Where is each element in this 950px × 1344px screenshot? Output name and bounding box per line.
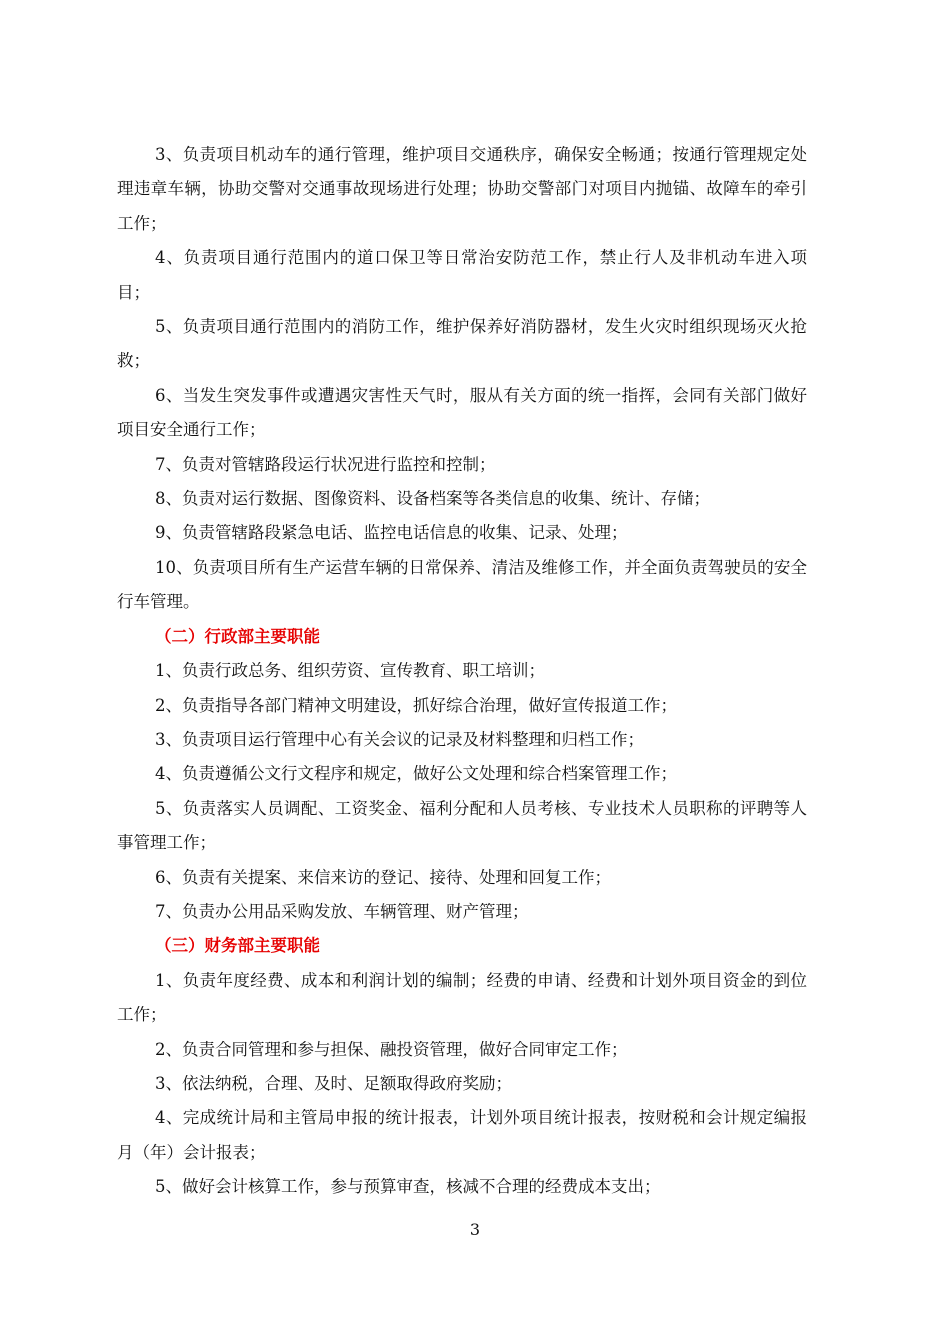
paragraph-finance-2: 2、负责合同管理和参与担保、融投资管理，做好合同审定工作； [155, 1039, 628, 1059]
paragraph-a3: 3、负责项目机动车的通行管理，维护项目交通秩序，确保安全畅通；按通行管理规定处理违章车辆，协助交警对交通事故现场进行处理；协助交警部门对项目内抛锚、故障车的牵引工作； [117, 145, 807, 233]
paragraph-finance-1: 1、负责年度经费、成本和利润计划的编制；经费的申请、经费和计划外项目资金的到位工作； [117, 970, 807, 1025]
paragraph-admin-5: 5、负责落实人员调配、工资奖金、福利分配和人员考核、专业技术人员职称的评聘等人事管理工作； [117, 798, 807, 853]
document-body [117, 138, 807, 1205]
paragraph-finance-5: 5、做好会计核算工作，参与预算审查，核减不合理的经费成本支出； [155, 1177, 661, 1197]
paragraph-finance-3: 3、依法纳税，合理、及时、足额取得政府奖励； [155, 1073, 512, 1093]
page-number: 3 [469, 1220, 481, 1239]
paragraph-admin-6: 6、负责有关提案、来信来访的登记、接待、处理和回复工作； [155, 867, 611, 887]
paragraph-admin-1: 1、负责行政总务、组织劳资、宣传教育、职工培训； [155, 661, 545, 681]
paragraph-a9: 9、负责管辖路段紧急电话、监控电话信息的收集、记录、处理； [155, 523, 628, 543]
paragraph-admin-2: 2、负责指导各部门精神文明建设，抓好综合治理，做好宣传报道工作； [155, 695, 677, 715]
paragraph-a5: 5、负责项目通行范围内的消防工作，维护保养好消防器材，发生火灾时组织现场灭火抢救； [117, 317, 807, 371]
paragraph-a10: 10、负责项目所有生产运营车辆的日常保养、清洁及维修工作，并全面负责驾驶员的安全行车管理。 [117, 557, 807, 612]
paragraph-a8: 8、负责对运行数据、图像资料、设备档案等各类信息的收集、统计、存储； [155, 489, 710, 509]
paragraph-admin-7: 7、负责办公用品采购发放、车辆管理、财产管理； [155, 901, 529, 921]
paragraph-admin-3: 3、负责项目运行管理中心有关会议的记录及材料整理和归档工作； [155, 729, 644, 749]
paragraph-a4: 4、负责项目通行范围内的道口保卫等日常治安防范工作，禁止行人及非机动车进入项目； [117, 248, 807, 302]
section-heading-admin: （二）行政部主要职能 [155, 626, 320, 646]
section-heading-finance: （三）财务部主要职能 [155, 936, 320, 956]
paragraph-admin-4: 4、负责遵循公文行文程序和规定，做好公文处理和综合档案管理工作； [155, 764, 677, 784]
paragraph-a6: 6、当发生突发事件或遭遇灾害性天气时，服从有关方面的统一指挥，会同有关部门做好项目安全通行工作； [117, 385, 807, 440]
paragraph-a7: 7、负责对管辖路段运行状况进行监控和控制； [155, 454, 496, 474]
paragraph-finance-4: 4、完成统计局和主管局申报的统计报表，计划外项目统计报表，按财税和会计规定编报月（年）会计报表； [117, 1108, 807, 1162]
